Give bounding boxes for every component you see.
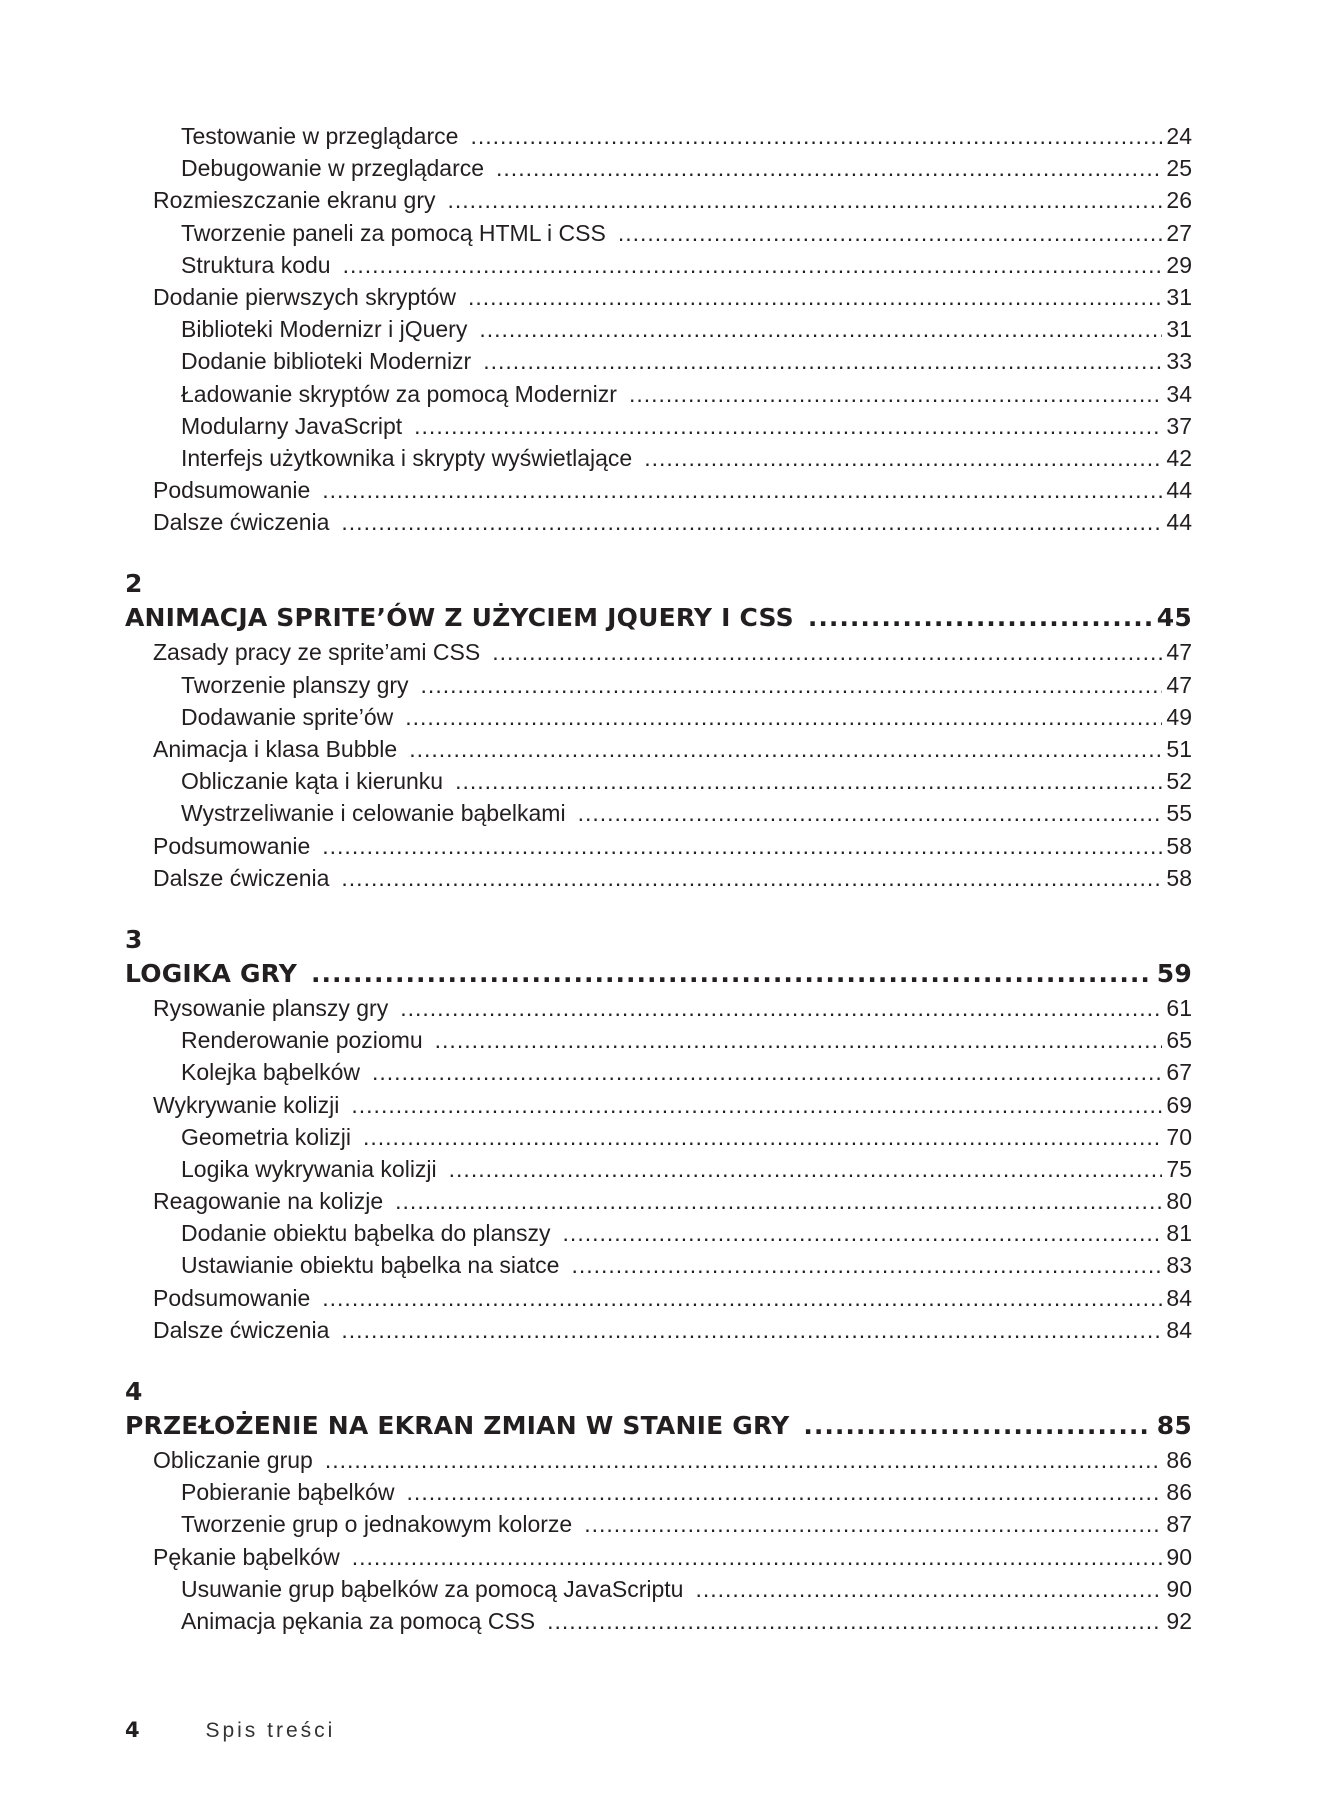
- entry-title: Rysowanie planszy gry: [153, 994, 389, 1021]
- toc-subsection-entry[interactable]: [125, 217, 1192, 249]
- dot-leader: [322, 474, 1162, 506]
- entry-page-number: 49: [1166, 703, 1192, 730]
- entry-title: Wykrywanie kolizji: [153, 1091, 340, 1118]
- dot-leader: [421, 669, 1163, 701]
- toc-subsection-entry[interactable]: [125, 1153, 1192, 1185]
- chapter-heading[interactable]: [125, 600, 1192, 636]
- dot-leader: [629, 378, 1162, 410]
- entry-page-number: 51: [1166, 736, 1192, 762]
- entry-title: Renderowanie poziomu: [181, 1027, 423, 1054]
- entry-page-number: 81: [1166, 1220, 1192, 1247]
- toc-subsection-entry[interactable]: [125, 797, 1192, 829]
- toc-subsection-entry[interactable]: [125, 1024, 1192, 1056]
- dot-leader: [363, 1121, 1162, 1153]
- chapter-title: LOGIKA GRY: [125, 958, 298, 988]
- entry-page-number: 42: [1166, 444, 1192, 471]
- entry-title: Kolejka bąbelków: [181, 1059, 361, 1086]
- entry-title: Zasady pracy ze sprite’ami CSS: [153, 639, 481, 666]
- chapter-title: PRZEŁOŻENIE NA EKRAN ZMIAN W STANIE GRY: [125, 1411, 790, 1440]
- dot-leader: [322, 1282, 1162, 1314]
- entry-title: Dodanie pierwszych skryptów: [153, 283, 456, 310]
- toc-subsection-entry[interactable]: [125, 1121, 1192, 1153]
- entry-page-number: 83: [1166, 1252, 1192, 1279]
- entry-title: Testowanie w przeglądarce: [181, 123, 459, 149]
- entry-page-number: 80: [1166, 1188, 1192, 1215]
- entry-title: Dodanie biblioteki Modernizr: [181, 348, 472, 375]
- toc-subsection-entry[interactable]: [125, 1573, 1192, 1605]
- entry-page-number: 84: [1166, 1316, 1192, 1343]
- entry-page-number: 55: [1166, 800, 1192, 827]
- entry-page-number: 75: [1166, 1155, 1192, 1182]
- entry-page-number: 67: [1166, 1059, 1192, 1086]
- table-of-contents: [125, 120, 1192, 1637]
- entry-page-number: 92: [1166, 1607, 1192, 1634]
- toc-section-entry[interactable]: [125, 830, 1192, 862]
- toc-section-entry[interactable]: [125, 281, 1192, 313]
- dot-leader: [808, 600, 1151, 636]
- entry-page-number: 70: [1166, 1123, 1192, 1150]
- entry-title: Obliczanie kąta i kierunku: [181, 768, 444, 795]
- dot-leader: [563, 1217, 1163, 1249]
- dot-leader: [414, 410, 1162, 442]
- entry-title: Ustawianie obiektu bąbelka na siatce: [181, 1252, 560, 1279]
- entry-page-number: 31: [1166, 283, 1192, 310]
- toc-subsection-entry[interactable]: [125, 701, 1192, 733]
- toc-subsection-entry[interactable]: [125, 313, 1192, 345]
- entry-title: Podsumowanie: [153, 832, 311, 859]
- toc-subsection-entry[interactable]: [125, 410, 1192, 442]
- dot-leader: [483, 345, 1162, 377]
- toc-section-entry[interactable]: [125, 1444, 1192, 1476]
- dot-leader: [395, 1185, 1162, 1217]
- entry-title: Podsumowanie: [153, 1284, 311, 1311]
- toc-section-entry[interactable]: [125, 992, 1192, 1024]
- entry-title: Biblioteki Modernizr i jQuery: [181, 316, 468, 343]
- entry-title: Modularny JavaScript: [181, 412, 403, 439]
- toc-section-entry[interactable]: [125, 506, 1192, 538]
- entry-title: Struktura kodu: [181, 251, 331, 278]
- dot-leader: [468, 281, 1162, 313]
- dot-leader: [311, 956, 1151, 992]
- toc-section-entry[interactable]: [125, 1541, 1192, 1573]
- entry-page-number: 90: [1166, 1543, 1192, 1570]
- dot-leader: [578, 797, 1163, 829]
- entry-page-number: 27: [1166, 219, 1192, 246]
- toc-subsection-entry[interactable]: [125, 1249, 1192, 1281]
- dot-leader: [325, 1444, 1163, 1476]
- toc-subsection-entry[interactable]: [125, 249, 1192, 281]
- dot-leader: [341, 862, 1162, 894]
- entry-title: Pękanie bąbelków: [153, 1543, 340, 1570]
- entry-title: Tworzenie grup o jednakowym kolorze: [181, 1511, 573, 1538]
- entry-page-number: 90: [1166, 1575, 1192, 1602]
- entry-title: Obliczanie grup: [153, 1447, 313, 1473]
- toc-section-entry[interactable]: [125, 862, 1192, 894]
- entry-page-number: 87: [1166, 1511, 1192, 1538]
- toc-subsection-entry[interactable]: [125, 1217, 1192, 1249]
- entry-page-number: 86: [1166, 1447, 1192, 1473]
- chapter-page-number: 45: [1156, 603, 1192, 633]
- dot-leader: [618, 217, 1163, 249]
- entry-title: Reagowanie na kolizje: [153, 1188, 384, 1215]
- dot-leader: [409, 733, 1162, 765]
- dot-leader: [351, 1089, 1162, 1121]
- toc-section-entry[interactable]: [125, 636, 1192, 668]
- dot-leader: [803, 1408, 1150, 1444]
- dot-leader: [695, 1573, 1162, 1605]
- entry-page-number: 69: [1166, 1091, 1192, 1118]
- dot-leader: [571, 1249, 1162, 1281]
- entry-page-number: 44: [1166, 509, 1192, 536]
- dot-leader: [405, 701, 1162, 733]
- entry-page-number: 44: [1166, 477, 1192, 504]
- entry-page-number: 58: [1166, 832, 1192, 859]
- dot-leader: [343, 249, 1163, 281]
- entry-title: Dalsze ćwiczenia: [153, 509, 330, 536]
- dot-leader: [448, 184, 1163, 216]
- dot-leader: [470, 120, 1162, 152]
- entry-title: Logika wykrywania kolizji: [181, 1155, 437, 1182]
- entry-page-number: 25: [1166, 155, 1192, 182]
- dot-leader: [584, 1508, 1162, 1540]
- toc-subsection-entry[interactable]: [125, 378, 1192, 410]
- toc-subsection-entry[interactable]: [125, 1476, 1192, 1508]
- toc-section-entry[interactable]: [125, 1282, 1192, 1314]
- entry-page-number: 52: [1166, 768, 1192, 795]
- toc-subsection-entry[interactable]: [125, 1605, 1192, 1637]
- chapter-heading[interactable]: [125, 956, 1192, 992]
- chapter-page-number: 59: [1156, 958, 1192, 988]
- toc-subsection-entry[interactable]: [125, 152, 1192, 184]
- chapter-title: ANIMACJA SPRITE’ÓW Z UŻYCIEM JQUERY I CSS: [125, 603, 794, 633]
- entry-title: Podsumowanie: [153, 477, 311, 504]
- entry-title: Dalsze ćwiczenia: [153, 864, 330, 891]
- toc-subsection-entry[interactable]: [125, 1056, 1192, 1088]
- dot-leader: [479, 313, 1162, 345]
- chapter-heading[interactable]: [125, 1408, 1192, 1444]
- entry-page-number: 47: [1166, 639, 1192, 666]
- entry-title: Tworzenie paneli za pomocą HTML i CSS: [181, 219, 606, 246]
- footer-page-number: 4: [125, 1718, 140, 1742]
- dot-leader: [322, 830, 1162, 862]
- entry-page-number: 58: [1166, 864, 1192, 891]
- dot-leader: [492, 636, 1162, 668]
- dot-leader: [449, 1153, 1163, 1185]
- toc-section-entry[interactable]: [125, 1089, 1192, 1121]
- entry-page-number: 61: [1166, 994, 1192, 1021]
- entry-page-number: 33: [1166, 348, 1192, 375]
- toc-section-entry[interactable]: [125, 1185, 1192, 1217]
- entry-page-number: 86: [1166, 1479, 1192, 1506]
- dot-leader: [435, 1024, 1163, 1056]
- entry-title: Tworzenie planszy gry: [181, 671, 409, 698]
- dot-leader: [407, 1476, 1163, 1508]
- entry-title: Geometria kolizji: [181, 1123, 351, 1150]
- dot-leader: [400, 992, 1162, 1024]
- entry-title: Animacja i klasa Bubble: [153, 736, 398, 762]
- toc-subsection-entry[interactable]: [125, 120, 1192, 152]
- entry-page-number: 47: [1166, 671, 1192, 698]
- entry-page-number: 37: [1166, 412, 1192, 439]
- entry-title: Interfejs użytkownika i skrypty wyświetlające: [181, 444, 633, 471]
- toc-subsection-entry[interactable]: [125, 1508, 1192, 1540]
- chapter-page-number: 85: [1156, 1411, 1192, 1440]
- toc-section-entry[interactable]: [125, 184, 1192, 216]
- entry-page-number: 34: [1166, 380, 1192, 407]
- chapter-number: 4: [125, 1377, 143, 1406]
- dot-leader: [352, 1541, 1163, 1573]
- entry-page-number: 65: [1166, 1027, 1192, 1054]
- entry-page-number: 26: [1166, 187, 1192, 214]
- dot-leader: [372, 1056, 1162, 1088]
- entry-title: Dodanie obiektu bąbelka do planszy: [181, 1220, 551, 1247]
- footer-label: Spis treści: [205, 1719, 336, 1742]
- entry-title: Animacja pękania za pomocą CSS: [181, 1607, 536, 1634]
- entry-page-number: 31: [1166, 316, 1192, 343]
- entry-title: Debugowanie w przeglądarce: [181, 155, 485, 182]
- entry-title: Wystrzeliwanie i celowanie bąbelkami: [181, 800, 566, 827]
- dot-leader: [455, 765, 1162, 797]
- entry-page-number: 29: [1166, 251, 1192, 278]
- page-footer: [125, 1714, 335, 1746]
- toc-section-entry[interactable]: [125, 733, 1192, 765]
- toc-section-entry[interactable]: [125, 474, 1192, 506]
- chapter-number: 2: [125, 569, 143, 599]
- entry-title: Usuwanie grup bąbelków za pomocą JavaScriptu: [181, 1575, 684, 1602]
- chapter-number: 3: [125, 924, 143, 954]
- toc-section-entry[interactable]: [125, 1314, 1192, 1346]
- dot-leader: [644, 442, 1162, 474]
- entry-title: Pobieranie bąbelków: [181, 1479, 395, 1506]
- toc-subsection-entry[interactable]: [125, 345, 1192, 377]
- entry-page-number: 84: [1166, 1284, 1192, 1311]
- entry-title: Dalsze ćwiczenia: [153, 1316, 330, 1343]
- dot-leader: [341, 506, 1162, 538]
- dot-leader: [496, 152, 1162, 184]
- entry-title: Dodawanie sprite’ów: [181, 703, 394, 730]
- toc-subsection-entry[interactable]: [125, 442, 1192, 474]
- entry-title: Rozmieszczanie ekranu gry: [153, 187, 436, 214]
- dot-leader: [341, 1314, 1162, 1346]
- dot-leader: [547, 1605, 1162, 1637]
- toc-subsection-entry[interactable]: [125, 765, 1192, 797]
- entry-title: Ładowanie skryptów za pomocą Modernizr: [181, 380, 617, 407]
- entry-page-number: 24: [1166, 123, 1192, 149]
- toc-subsection-entry[interactable]: [125, 669, 1192, 701]
